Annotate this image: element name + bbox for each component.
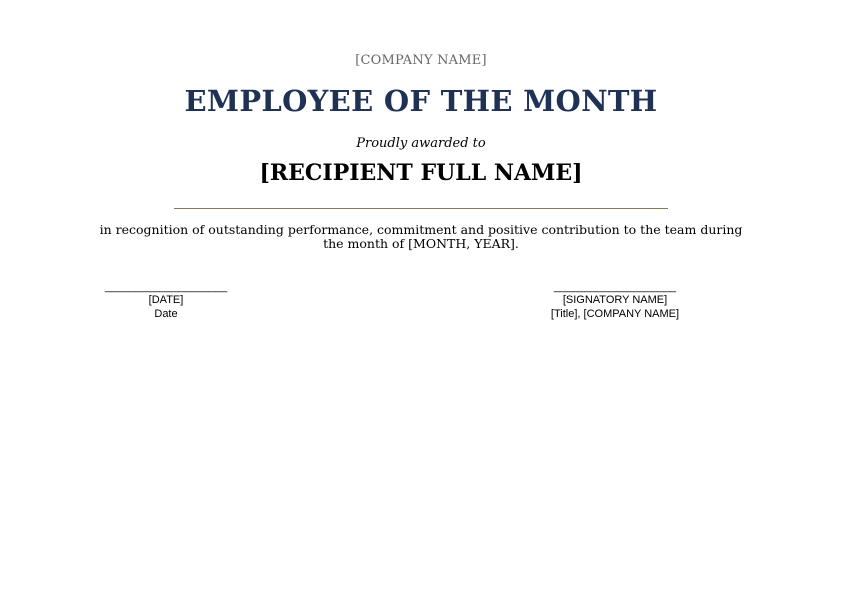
date-label: Date xyxy=(154,308,178,320)
signatory-signature-line: ____________________ xyxy=(553,281,677,293)
recognition-text: in recognition of outstanding performance, commitment and positive contribution to the team during the month of [MONTH, YEAR]. xyxy=(99,222,743,251)
company-name: [COMPANY NAME] xyxy=(355,53,487,68)
signatory-title: [Title], [COMPANY NAME] xyxy=(550,308,680,320)
date-signature-line: ____________________ xyxy=(104,281,228,293)
date-signature-block xyxy=(96,281,236,321)
divider-line xyxy=(174,208,668,209)
recipient-name: [RECIPIENT FULL NAME] xyxy=(259,160,583,186)
awarded-to-text: Proudly awarded to xyxy=(356,136,486,151)
signatory-name: [SIGNATORY NAME] xyxy=(562,294,668,306)
date-value: [DATE] xyxy=(148,294,184,306)
signatory-block xyxy=(540,281,690,321)
certificate-title: EMPLOYEE OF THE MONTH xyxy=(184,84,658,118)
